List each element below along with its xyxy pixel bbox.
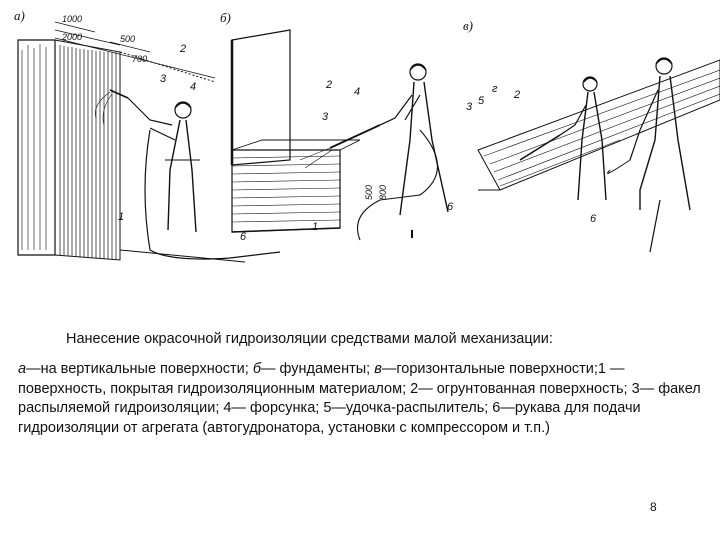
panel-label-b: б) <box>220 10 231 25</box>
legend-letter-v: в <box>374 361 382 377</box>
callout-a-6: 6 <box>240 231 247 243</box>
dim-800: 800 <box>378 184 388 200</box>
figure-caption-title: Нанесение окрасочной гидроизоляции средствами малой механизации: <box>66 331 553 347</box>
callout-a-3: 3 <box>160 73 167 85</box>
page-number: 8 <box>650 500 657 514</box>
callout-b-6: 6 <box>447 201 454 213</box>
callout-v-3: 3 <box>466 101 473 113</box>
callout-a-2: 2 <box>180 43 187 55</box>
dim-500-a: 500 <box>120 34 136 44</box>
callout-b-2: 2 <box>326 79 333 91</box>
callout-v-6: 6 <box>590 213 597 225</box>
dim-1000: 1000 <box>62 14 83 24</box>
legend-letter-a: а <box>18 361 27 377</box>
callout-b-1: 1 <box>312 221 319 233</box>
panel-v-horizontal-surface <box>478 58 720 252</box>
legend-text-b: — фундаменты; <box>260 361 375 377</box>
callout-b-4: 4 <box>354 86 361 98</box>
legend-text-v: —горизонтальные поверхности;1 — поверхность, покрытая гидроизоляционным материалом; 2— огрунтованная поверхность; 3— факел распыляемой гидроизоляции; 4— форсунка; 5—удочка-распылитель; 6—рукава для подачи гидроизоляции от агрегата (автогудронатора, установки с компрессором и т.п.) <box>18 361 701 436</box>
callout-b-3: 3 <box>322 111 329 123</box>
callout-v-5: 5 <box>478 95 485 107</box>
dim-700: 700 <box>132 54 148 64</box>
callout-a-1: 1 <box>118 211 125 223</box>
panel-label-v: в) <box>463 18 473 33</box>
callout-v-g: г <box>492 83 498 95</box>
figure-caption-legend <box>18 360 708 438</box>
legend-letter-b: б <box>252 361 261 377</box>
panel-label-a: а) <box>14 8 25 23</box>
callout-v-2: 2 <box>514 89 521 101</box>
dim-2000: 2000 <box>62 32 83 42</box>
panel-b-foundation <box>232 30 448 240</box>
legend-text-a: —на вертикальные поверхности; <box>26 361 253 377</box>
callout-a-4: 4 <box>190 81 197 93</box>
dim-500-b: 500 <box>364 184 374 200</box>
